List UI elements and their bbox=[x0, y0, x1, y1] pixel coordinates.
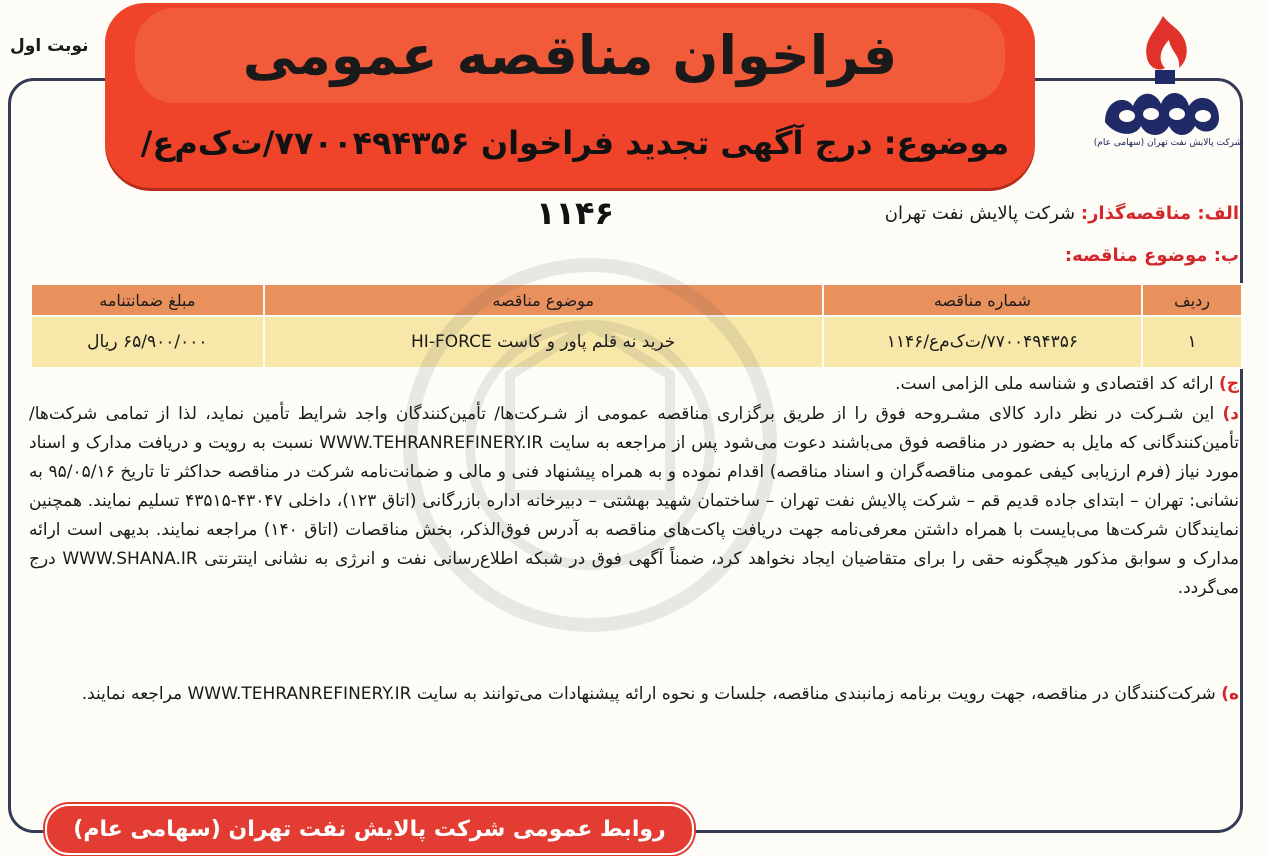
page-title: فراخوان مناقصه عمومی bbox=[242, 24, 898, 87]
section-b-key: ب: موضوع مناقصه: bbox=[1064, 245, 1239, 266]
logo-caption: شرکت پالایش نفت تهران (سهامی عام) bbox=[1093, 138, 1243, 148]
section-e-text: شرکت‌کنندگان در مناقصه، جهت رویت برنامه زمانبندی مناقصه، جلسات و نحوه ارائه پیشنهادات می‌توانند به سایت WWW.TEHRANREFINERY.IR مراجعه نمایند. bbox=[81, 684, 1222, 704]
tender-table bbox=[30, 283, 1243, 369]
section-a bbox=[885, 203, 1239, 224]
round-label: نوبت اول bbox=[10, 36, 89, 56]
refinery-flame-logo-icon bbox=[1085, 10, 1245, 150]
table-row bbox=[31, 316, 1242, 368]
section-d bbox=[29, 400, 1239, 603]
section-c-text: ارائه کد اقتصادی و شناسه ملی الزامی است. bbox=[895, 374, 1219, 394]
header-tender-subject: موضوع مناقصه bbox=[264, 284, 823, 316]
section-c-key: ج) bbox=[1218, 374, 1239, 394]
section-a-key: الف: مناقصه‌گذار: bbox=[1080, 203, 1239, 224]
section-a-value: شرکت پالایش نفت تهران bbox=[884, 203, 1081, 224]
table-header-row bbox=[31, 284, 1242, 316]
header-guarantee-amount: مبلغ ضمانتنامه bbox=[31, 284, 264, 316]
cell-tender-number: ۷۷۰۰۴۹۴۳۵۶/ت‌ک‌م‌ع/۱۱۴۶ bbox=[823, 316, 1143, 368]
cell-guarantee-amount: ۶۵/۹۰۰/۰۰۰ ریال bbox=[31, 316, 264, 368]
section-d-key: د) bbox=[1222, 404, 1239, 424]
section-e-key: ه) bbox=[1221, 684, 1239, 704]
header-row-number: ردیف bbox=[1142, 284, 1242, 316]
section-e bbox=[29, 680, 1239, 709]
title-box bbox=[135, 8, 1005, 103]
cell-tender-subject: خرید نه قلم پاور و کاست HI-FORCE bbox=[264, 316, 823, 368]
cell-row-number: ۱ bbox=[1142, 316, 1242, 368]
subject-line: موضوع: درج آگهی تجدید فراخوان ۷۷۰۰۴۹۴۳۵۶/ت‌ک‌م‌ع/۱۱۴۶ bbox=[140, 124, 1010, 232]
section-b bbox=[1065, 245, 1239, 266]
footer-banner bbox=[45, 804, 694, 855]
section-c bbox=[34, 370, 1239, 399]
header-tender-number: شماره مناقصه bbox=[823, 284, 1143, 316]
footer-text: روابط عمومی شرکت پالایش نفت تهران (سهامی عام) bbox=[73, 817, 666, 842]
section-d-text: این شـرکت در نظر دارد کالای مشـروحه فوق را از طریق برگزاری مناقصه عمومی از شـرکت‌ها/ تأمین‌کنندگان واجد شرایط تأمین نماید، لذا از تمامی شرکت‌ها/ تأمین‌کنندگانی که مایل به حضور در مناقصه فوق می‌باشند دعوت می‌شود پس از مراجعه به سایت WWW.TEHRANREFINERY.IR نسبت به رویت و دریافت مدارک و اسناد مورد نیاز (فرم ارزیابی کیفی عمومی مناقصه‌گران و اسناد مناقصه) اقدام نموده و به همراه پیشنهاد فنی و مالی و ضمانت‌نامه شرکت در مناقصه حداکثر تا تاریخ ۹۵/۰۵/۱۶ به نشانی: تهران – ابتدای جاده قدیم قم – شرکت پالایش نفت تهران – ساختمان شهید بهشتی – دبیرخانه اداره بازرگانی (اتاق ۱۲۳)، داخلی ۴۳۰۴۷-۴۳۵۱۵ تسلیم نمایند. همچنین نمایندگان شرکت‌ها می‌بایست با همراه داشتن معرفی‌نامه جهت دریافت پاکت‌های مناقصه به آدرس فوق‌الذکر، بخش مناقصات (اتاق ۱۴۰) مراجعه نمایند. بدیهی است ارائه مدارک و سوابق مذکور هیچگونه حقی را برای متقاضیان ایجاد نخواهد کرد، ضمناً آگهی فوق در شبکه اطلاع‌رسانی نفت و انرژی به نشانی اینترنتی WWW.SHANA.IR درج می‌گردد. bbox=[29, 404, 1239, 598]
